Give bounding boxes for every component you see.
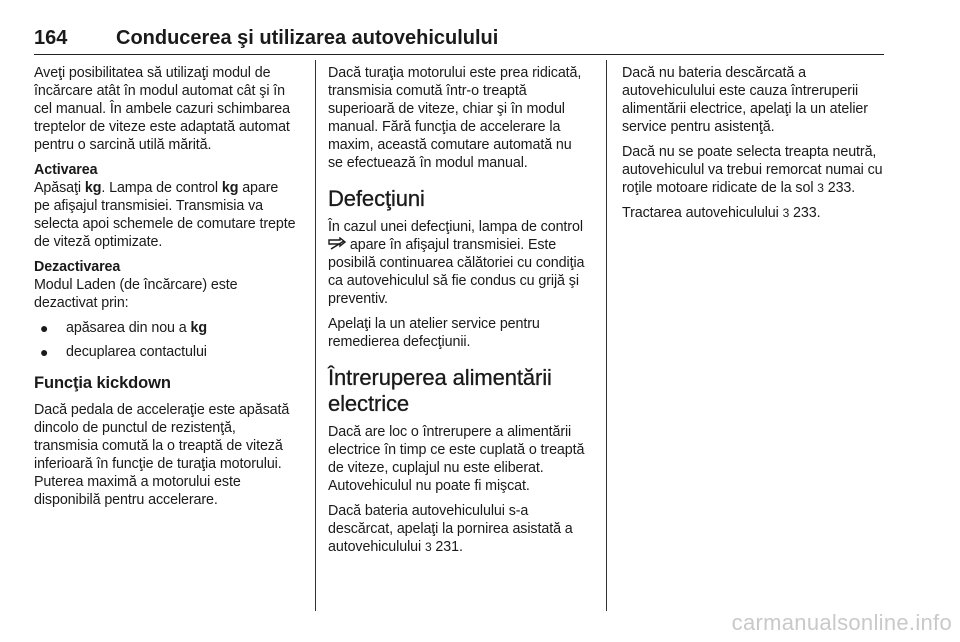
dezactivare-heading: Dezactivarea bbox=[34, 259, 121, 275]
page-header bbox=[34, 26, 884, 55]
page-number: 164 bbox=[34, 27, 68, 49]
intrerupere-heading: Întreruperea alimentării electrice bbox=[328, 365, 552, 416]
intro-paragraph: Aveţi posibilitatea să utilizaţi modul de încărcare atât în modul automat cât şi în cel manual. În ambele cazuri schimbarea treptelor de viteze este adaptată automat pentru o sarcină utilă mărită. bbox=[34, 65, 290, 153]
list-item bbox=[34, 343, 296, 361]
page-reference[interactable]: 233. bbox=[793, 205, 821, 221]
bullet2-text: decuplarea contactului bbox=[66, 344, 207, 360]
activare-heading: Activarea bbox=[34, 162, 98, 178]
defectiuni-heading: Defecţiuni bbox=[328, 186, 425, 211]
transmission-fault-icon bbox=[328, 237, 346, 251]
defectiuni-text-b: apare în afişajul transmisiei. Este posibilă continuarea călătoriei cu condiţia ca autovehiculul să fie condus cu grijă şi preventiv. bbox=[328, 237, 585, 307]
service-paragraph: Apelaţi la un atelier service pentru remedierea defecţiunii. bbox=[328, 316, 540, 350]
dezactivare-paragraph: Modul Laden (de încărcare) este dezactivat prin: bbox=[34, 277, 238, 311]
column-3 bbox=[622, 64, 884, 229]
bullet-icon: ● bbox=[40, 320, 49, 336]
column-2 bbox=[328, 64, 590, 563]
kg-button-label: kg bbox=[84, 180, 102, 196]
activare-text-c: apare pe afişajul transmisiei. Transmisia va selecta apoi schemele de comutare trepte de viteză optimizate. bbox=[34, 180, 296, 250]
page-ref-arrow-icon: 3 bbox=[424, 540, 432, 554]
kickdown-paragraph: Dacă pedala de acceleraţie este apăsată dincolo de punctul de rezistenţă, transmisia comută la o treaptă de viteză inferioară în funcţie de turaţia motorului. Puterea maximă a motorului este disponibilă pentru accelerare. bbox=[34, 402, 290, 508]
page-title: Conducerea şi utilizarea autovehiculului bbox=[116, 27, 499, 49]
activare-paragraph bbox=[34, 179, 296, 251]
page-reference[interactable]: 231. bbox=[435, 539, 463, 555]
defectiuni-paragraph bbox=[328, 218, 590, 308]
column-divider-2 bbox=[606, 60, 607, 611]
activare-text-a: Apăsaţi bbox=[34, 180, 85, 196]
battery-paragraph bbox=[328, 502, 590, 556]
bullet1-text: apăsarea din nou a bbox=[66, 320, 191, 336]
neutral-paragraph bbox=[622, 143, 884, 197]
page-reference[interactable]: 233. bbox=[827, 180, 856, 196]
intrerupere-paragraph: Dacă are loc o întrerupere a alimentării electrice în timp ce este cuplată o treaptă de viteze, cuplajul nu este eliberat. Autovehiculul nu poate fi mişcat. bbox=[328, 424, 585, 494]
bullet1-kg: kg bbox=[190, 320, 207, 336]
activare-text-b: . Lampa de control bbox=[101, 180, 222, 196]
page-ref-arrow-icon: 3 bbox=[817, 181, 824, 195]
defectiuni-text-a: În cazul unei defecţiuni, lampa de control bbox=[328, 219, 583, 235]
battery-text: Dacă bateria autovehiculului s-a descărcat, apelaţi la pornirea asistată a autovehiculului bbox=[328, 503, 573, 555]
neutral-text: Dacă nu se poate selecta treapta neutră, autovehiculul va trebui remorcat numai cu roţile motoare ridicate de la sol bbox=[622, 144, 883, 196]
dezactivare-list bbox=[34, 319, 296, 361]
kg-lamp-label: kg bbox=[221, 180, 239, 196]
page-ref-arrow-icon: 3 bbox=[782, 206, 790, 220]
service-assist-paragraph: Dacă nu bateria descărcată a autovehiculului este cauza întreruperii alimentării electrice, apelaţi la un atelier service pentru asistenţă. bbox=[622, 65, 868, 135]
towing-text: Tractarea autovehiculului bbox=[622, 205, 783, 221]
overrev-paragraph: Dacă turaţia motorului este prea ridicată, transmisia comută într-o treaptă superioară de viteze, chiar şi în modul manual. Fără funcţia de accelerare la maxim, această comutare automată nu se efectuează în modul manual. bbox=[328, 65, 582, 171]
column-divider-1 bbox=[315, 60, 316, 611]
kickdown-heading: Funcţia kickdown bbox=[34, 374, 171, 392]
bullet-icon: ● bbox=[40, 344, 49, 360]
towing-paragraph bbox=[622, 204, 884, 222]
watermark: carmanualsonline.info bbox=[731, 610, 952, 635]
column-1 bbox=[34, 64, 296, 516]
list-item bbox=[34, 319, 296, 337]
